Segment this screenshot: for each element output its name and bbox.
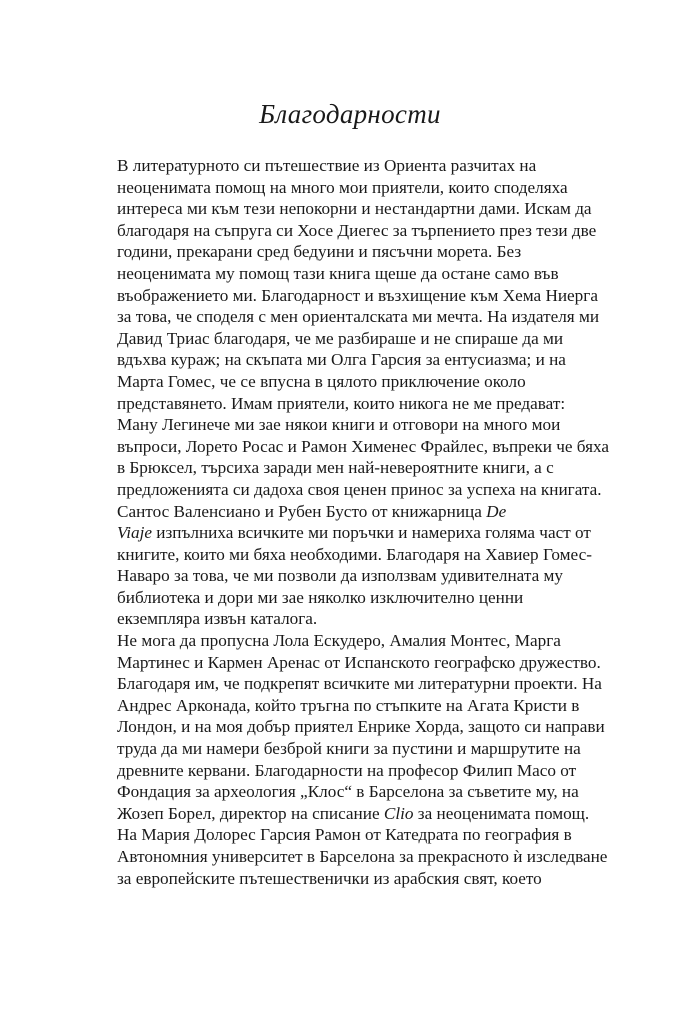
text-segment: Жозеп Борел, директор на списание — [117, 803, 380, 823]
italic-text: Clio — [383, 803, 414, 823]
italic-text: Viaje — [117, 523, 152, 543]
text-line: Лондон, и на моя добър приятел Енрике Хорда, защото си направи — [117, 717, 605, 737]
text-line — [117, 501, 597, 523]
text-line: интереса ми към тези непокорни и нестандартни дами. Искам да — [117, 199, 592, 219]
text-line: години, прекарани сред бедуини и пясъчни морета. Без — [117, 242, 522, 262]
text-line: Фондация за археология „Клос“ в Барселона за съветите му, на — [117, 782, 579, 802]
text-line: въображението ми. Благодарност и възхищение към Хема Ниерга — [117, 285, 598, 305]
text-line: неоценимата помощ на много мои приятели, които споделяха — [117, 177, 568, 197]
text-line: Наваро за това, че ми позволи да използвам удивителната му — [117, 566, 563, 586]
text-segment: за неоценимата помощ. — [417, 803, 590, 823]
text-line: книгите, които ми бяха необходими. Благодаря на Хавиер Гомес- — [117, 544, 592, 564]
text-line: Не мога да пропусна Лола Ескудеро, Амалия Монтес, Марга — [117, 631, 561, 651]
text-line: Ману Легинече ми зае някои книги и отговори на много мои — [117, 415, 561, 435]
text-line: за европейските пътешественички из арабския свят, което — [117, 868, 542, 888]
text-line: в Брюксел, търсиха заради мен най-невероятните книги, а с — [117, 458, 554, 478]
text-line: вдъхва кураж; на скъпата ми Олга Гарсия за ентусиазма; и на — [117, 350, 566, 370]
text-line — [117, 803, 597, 825]
text-segment: изпълниха всичките ми поръчки и намериха голяма част от — [156, 523, 591, 543]
text-line: Благодаря им, че подкрепят всичките ми литературни проекти. На — [117, 674, 602, 694]
text-line: екземпляра извън каталога. — [117, 609, 318, 629]
text-segment: Сантос Валенсиано и Рубен Бусто от книжарница — [117, 501, 482, 521]
text-line: благодаря на съпруга си Хосе Диегес за търпението през тези две — [117, 220, 597, 240]
text-line: за това, че споделя с мен ориенталската ми мечта. На издателя ми — [117, 307, 600, 327]
page-title: Благодарности — [259, 99, 441, 129]
text-line: предложенията си дадоха своя ценен принос за успеха на книгата. — [117, 479, 602, 499]
text-line: Марта Гомес, че се впусна в цялото приключение около — [117, 371, 526, 391]
text-line: Давид Триас благодаря, че ме разбираше и не спираше да ми — [117, 328, 564, 348]
text-line: Андрес Арконада, който тръгна по стъпките на Агата Кристи в — [117, 695, 580, 715]
text-line: библиотека и дори ми зае няколко изключително ценни — [117, 587, 524, 607]
text-line: неоценимата му помощ тази книга щеше да остане само във — [117, 263, 559, 283]
text-line: представянето. Имам приятели, които никога не ме предават: — [117, 393, 566, 413]
text-line: труда да ми намери безброй книги за пустини и маршрутите на — [117, 739, 581, 759]
text-line: Мартинес и Кармен Аренас от Испанското географско дружество. — [117, 652, 601, 672]
text-line: древните кервани. Благодарности на професор Филип Масо от — [117, 760, 577, 780]
text-line: въпроси, Лорето Росас и Рамон Хименес Фрайлес, въпреки че бяха — [117, 436, 610, 456]
text-line: В литературното си пътешествие из Ориента разчитах на — [117, 156, 537, 175]
text-line: Автономния университет в Барселона за прекрасното ѝ изследване — [117, 847, 608, 866]
italic-text: De — [486, 501, 507, 521]
acknowledgements-text — [117, 155, 610, 889]
text-line — [117, 522, 597, 544]
text-line: На Мария Долорес Гарсия Рамон от Катедрата по география в — [117, 825, 572, 845]
